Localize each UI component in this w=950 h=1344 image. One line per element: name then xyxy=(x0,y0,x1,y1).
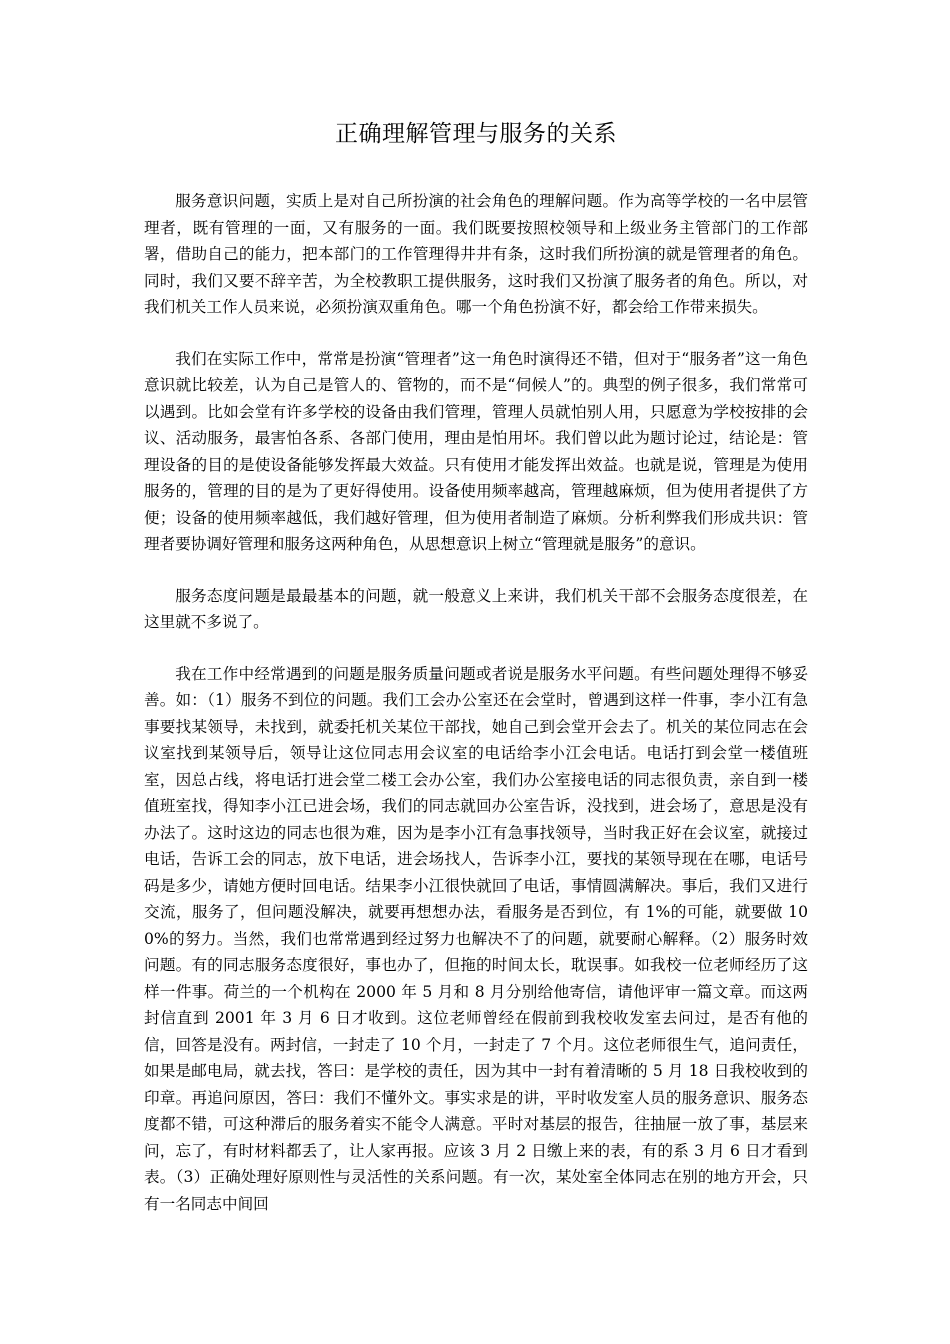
paragraph-1: 服务意识问题，实质上是对自己所扮演的社会角色的理解问题。作为高等学校的一名中层管理者，既有管理的一面，又有服务的一面。我们既要按照校领导和上级业务主管部门的工作部署，借助自己的能力，把本部门的工作管理得井井有条，这时我们所扮演的就是管理者的角色。同时，我们又要不辞辛苦，为全校教职工提供服务，这时我们又扮演了服务者的角色。所以，对我们机关工作人员来说，必须扮演双重角色。哪一个角色扮演不好，都会给工作带来损失。 xyxy=(144,192,808,316)
paragraph-4: 我在工作中经常遇到的问题是服务质量问题或者说是服务水平问题。有些问题处理得不够妥善。如：（1）服务不到位的问题。我们工会办公室还在会堂时，曾遇到这样一件事，李小江有急事要找某领导，未找到，就委托机关某位干部找，她自己到会堂开会去了。机关的某位同志在会议室找到某领导后，领导让这位同志用会议室的电话给李小江会电话。电话打到会堂一楼值班室，因总占线，将电话打进会堂二楼工会办公室，我们办公室接电话的同志很负责，亲自到一楼值班室找，得知李小江已进会场，我们的同志就回办公室告诉，没找到，进会场了，意思是没有办法了。这时这边的同志也很为难，因为是李小江有急事找领导，当时我正好在会议室，就接过电话，告诉工会的同志，放下电话，进会场找人，告诉李小江，要找的某领导现在在哪，电话号码是多少，请她方便时回电话。结果李小江很快就回了电话，事情圆满解决。事后，我们又进行交流，服务了，但问题没解决，就要再想想办法，看服务是否到位，有 1%的可能，就要做 100%的努力。当然，我们也常常遇到经过努力也解决不了的问题，就要耐心解释。（2）服务时效问题。有的同志服务态度很好，事也办了，但拖的时间太长，耽误事。如我校一位老师经历了这样一件事。荷兰的一个机构在 2000 年 5 月和 8 月分别给他寄信，请他评审一篇文章。而这两封信直到 2001 年 3 月 6 日才收到。这位老师曾经在假前到我校收发室去问过，是否有他的信，回答是没有。两封信，一封走了 10 个月，一封走了 7 个月。这位老师很生气，追问责任，如果是邮电局，就去找，答曰：是学校的责任，因为其中一封有着清晰的 5 月 18 日我校收到的印章。再追问原因，答曰：我们不懂外文。事实求是的讲，平时收发室人员的服务意识、服务态度都不错，可这种滞后的服务着实不能令人满意。平时对基层的报告，往抽屉一放了事，基层来问，忘了，有时材料都丢了，让人家再报。应该 3 月 2 日缴上来的表，有的系 3 月 6 日才看到表。（3）正确处理好原则性与灵活性的关系问题。有一次，某处室全体同志在别的地方开会，只有一名同志中间回 xyxy=(144,664,808,1213)
paragraph-3: 服务态度问题是最最基本的问题，就一般意义上来讲，我们机关干部不会服务态度很差，在这里就不多说了。 xyxy=(144,586,808,631)
document-title: 正确理解管理与服务的关系 xyxy=(335,121,617,147)
paragraph-2: 我们在实际工作中，常常是扮演“管理者”这一角色时演得还不错，但对于“服务者”这一角色意识就比较差，认为自己是管人的、管物的，而不是“伺候人”的。典型的例子很多，我们常常可以遇到。比如会堂有许多学校的设备由我们管理，管理人员就怕别人用，只愿意为学校按排的会议、活动服务，最害怕各系、各部门使用，理由是怕用坏。我们曾以此为题讨论过，结论是：管理设备的目的是使设备能够发挥最大效益。只有使用才能发挥出效益。也就是说，管理是为使用服务的，管理的目的是为了更好得使用。设备使用频率越高，管理越麻烦，但为使用者提供了方便；设备的使用频率越低，我们越好管理，但为使用者制造了麻烦。分析利弊我们形成共识：管理者要协调好管理和服务这两种角色，从思想意识上树立“管理就是服务”的意识。 xyxy=(144,349,808,553)
